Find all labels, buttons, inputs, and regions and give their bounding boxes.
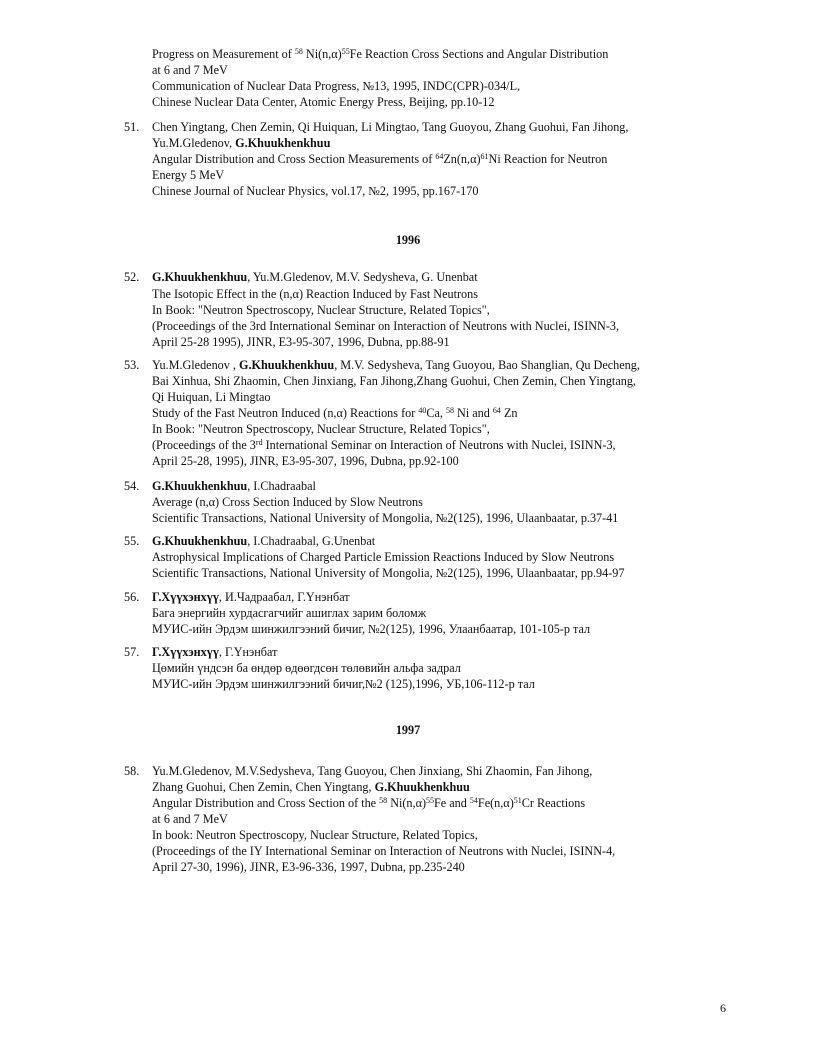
entry-source: Chinese Journal of Nuclear Physics, vol.17, №2, 1995, pp.167-170 bbox=[152, 184, 479, 198]
entry-authors: Qi Huiquan, Li Mingtao bbox=[152, 390, 271, 404]
entry-number: 58. bbox=[124, 764, 140, 778]
entry-number: 52. bbox=[124, 270, 140, 284]
entry-source: МУИС-ийн Эрдэм шинжилгээний бичиг,№2 (125),1996, УБ,106-112-р тал bbox=[152, 677, 535, 691]
entry-number: 56. bbox=[124, 590, 140, 604]
entry-title-line2: at 6 and 7 MeV bbox=[152, 812, 228, 826]
entry-title-line2: Energy 5 MeV bbox=[152, 168, 225, 182]
page-number: 6 bbox=[720, 1001, 726, 1015]
entry-number: 53. bbox=[124, 358, 140, 372]
entry-authors: Г.Хүүхэнхүү, Г.Үнэнбат bbox=[152, 645, 278, 659]
entry-authors: Г.Хүүхэнхүү, И.Чадраабал, Г.Үнэнбат bbox=[152, 590, 350, 604]
entry-proceedings: April 25-28, 1995), JINR, E3-95-307, 1996, Dubna, pp.92-100 bbox=[152, 454, 459, 468]
entry-number: 51. bbox=[124, 120, 140, 134]
entry-number: 55. bbox=[124, 534, 140, 548]
entry-book: In book: Neutron Spectroscopy, Nuclear Structure, Related Topics, bbox=[152, 828, 478, 842]
year-heading: 1996 bbox=[395, 233, 421, 247]
entry-title: Average (n,α) Cross Section Induced by Slow Neutrons bbox=[152, 495, 423, 509]
entry-authors: G.Khuukhenkhuu, I.Chadraabal bbox=[152, 479, 316, 493]
entry-title: Study of the Fast Neutron Induced (n,α) Reactions for $^{40}$Ca, $^{58}$ Ni and $^{64}$ Zn bbox=[152, 406, 518, 420]
entry-book: In Book: "Neutron Spectroscopy, Nuclear Structure, Related Topics", bbox=[152, 303, 490, 317]
entry-title: Бага энергийн хурдасгагчийг ашиглах зарим боломж bbox=[152, 606, 427, 620]
entry-authors: G.Khuukhenkhuu, Yu.M.Gledenov, M.V. Sedysheva, G. Unenbat bbox=[152, 270, 478, 284]
entry-authors: Zhang Guohui, Chen Zemin, Chen Yingtang, G.Khuukhenkhuu bbox=[152, 780, 470, 794]
entry-source: Scientific Transactions, National University of Mongolia, №2(125), 1996, Ulaanbaatar, p.37-41 bbox=[152, 511, 619, 525]
entry-proceedings: (Proceedings of the 3rd International Seminar on Interaction of Neutrons with Nuclei, ISINN-3, bbox=[152, 319, 620, 333]
entry-authors: Yu.M.Gledenov , G.Khuukhenkhuu, M.V. Sedysheva, Tang Guoyou, Bao Shanglian, Qu Decheng, bbox=[152, 358, 640, 372]
entry-number: 54. bbox=[124, 479, 140, 493]
entry-title: Цөмийн үндсэн ба өндөр өдөөгдсөн төлөвийн альфа задрал bbox=[152, 661, 461, 675]
entry-title: Progress on Measurement of $^{58}$ $Ni(n,\alpha)^{55}Fe$ Reaction Cross Sections and Angular Distribution bbox=[152, 47, 609, 61]
entry-title: Astrophysical Implications of Charged Particle Emission Reactions Induced by Slow Neutrons bbox=[152, 550, 615, 564]
entry-authors: Yu.M.Gledenov, G.Khuukhenkhuu bbox=[152, 136, 331, 150]
entry-proceedings: (Proceedings of the 3rd International Seminar on Interaction of Neutrons with Nuclei, ISINN-3, bbox=[152, 438, 616, 452]
year-heading: 1997 bbox=[395, 723, 421, 737]
entry-book: In Book: "Neutron Spectroscopy, Nuclear Structure, Related Topics", bbox=[152, 422, 490, 436]
entry-authors: Chen Yingtang, Chen Zemin, Qi Huiquan, Li Mingtao, Tang Guoyou, Zhang Guohui, Fan Jihong, bbox=[152, 120, 629, 134]
entry-proceedings: (Proceedings of the IY International Seminar on Interaction of Neutrons with Nuclei, ISINN-4, bbox=[152, 844, 616, 858]
entry-title-line2: at 6 and 7 MeV bbox=[152, 63, 228, 77]
entry-source: Chinese Nuclear Data Center, Atomic Energy Press, Beijing, pp.10-12 bbox=[152, 95, 495, 109]
entry-number: 57. bbox=[124, 645, 140, 659]
entry-title: Angular Distribution and Cross Section Measurements of $^{64}Zn(n,\alpha)^{61}Ni$ Reaction for Neutron bbox=[152, 152, 608, 166]
entry-source: Communication of Nuclear Data Progress, №13, 1995, INDC(CPR)-034/L, bbox=[152, 79, 521, 93]
entry-proceedings: April 27-30, 1996), JINR, E3-96-336, 1997, Dubna, pp.235-240 bbox=[152, 860, 465, 874]
entry-source: МУИС-ийн Эрдэм шинжилгээний бичиг, №2(125), 1996, Улаанбаатар, 101-105-р тал bbox=[152, 622, 591, 636]
entry-source: Scientific Transactions, National University of Mongolia, №2(125), 1996, Ulaanbaatar, pp.94-97 bbox=[152, 566, 625, 580]
entry-authors: Yu.M.Gledenov, M.V.Sedysheva, Tang Guoyou, Chen Jinxiang, Shi Zhaomin, Fan Jihong, bbox=[152, 764, 593, 778]
entry-title: The Isotopic Effect in the (n,α) Reaction Induced by Fast Neutrons bbox=[152, 287, 478, 301]
entry-proceedings: April 25-28 1995), JINR, E3-95-307, 1996, Dubna, pp.88-91 bbox=[152, 335, 450, 349]
entry-authors: G.Khuukhenkhuu, I.Chadraabal, G.Unenbat bbox=[152, 534, 376, 548]
entry-title: Angular Distribution and Cross Section of the $^{58}$ $Ni(n,\alpha)^{55}Fe$ and $^{54}Fe(n,\alpha)^{51}Cr$ Reactions bbox=[152, 796, 586, 810]
entry-authors: Bai Xinhua, Shi Zhaomin, Chen Jinxiang, Fan Jihong,Zhang Guohui, Chen Zemin, Chen Yingtang, bbox=[152, 374, 636, 388]
